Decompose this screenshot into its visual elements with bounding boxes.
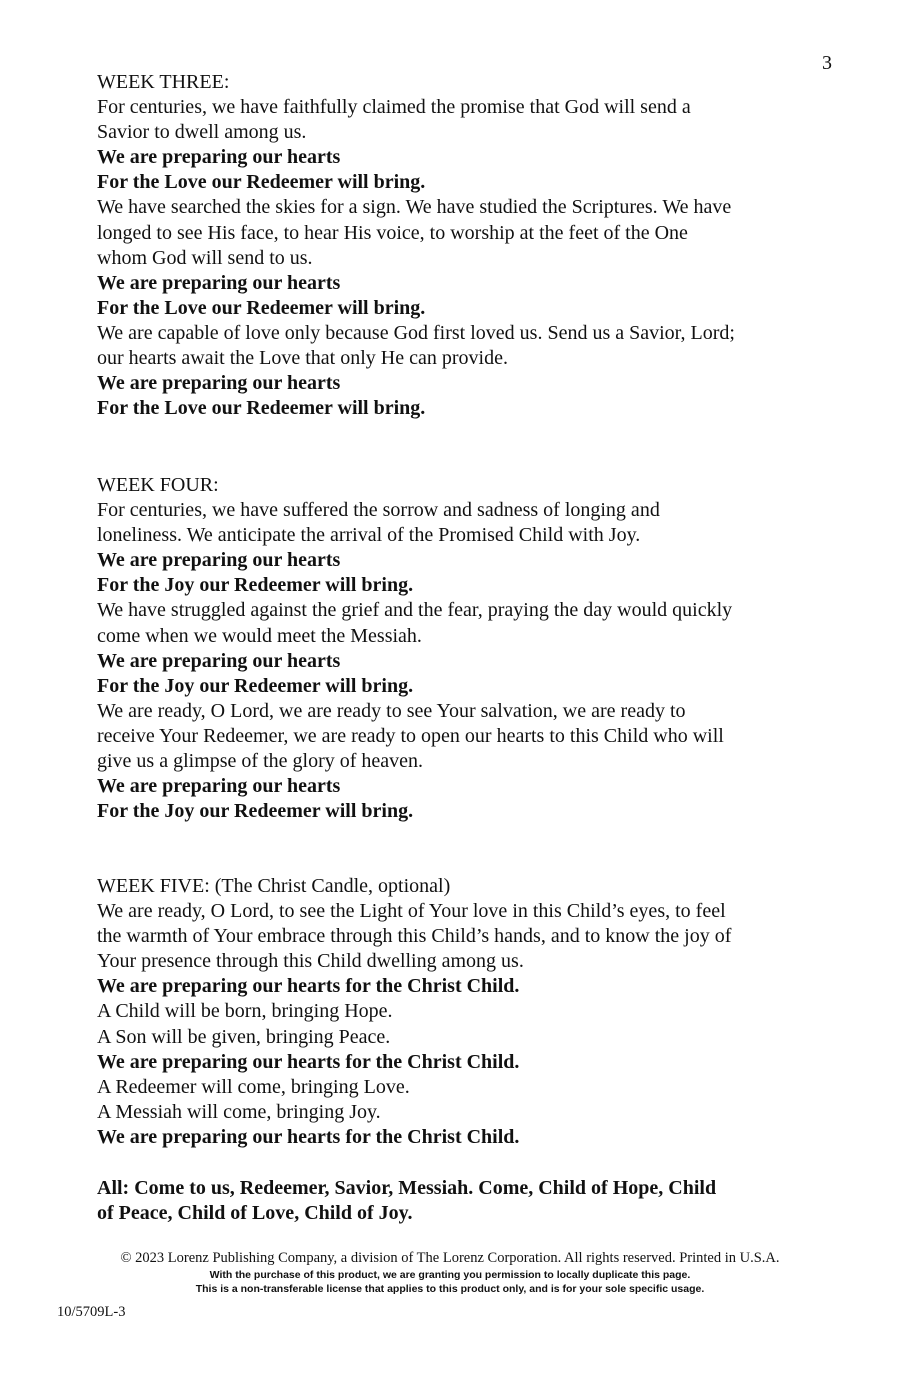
week-five-section bbox=[97, 874, 817, 1150]
response-line: We are preparing our hearts bbox=[97, 649, 341, 672]
product-code: 10/5709L-3 bbox=[57, 1304, 126, 1320]
response-line: We are preparing our hearts bbox=[97, 775, 341, 798]
section-heading: WEEK THREE: bbox=[97, 71, 230, 93]
reading-line: A Son will be given, bringing Peace. bbox=[97, 1025, 391, 1048]
week-three-section bbox=[97, 70, 817, 421]
reading-line: whom God will send to us. bbox=[97, 246, 313, 269]
reading-line: give us a glimpse of the glory of heaven. bbox=[97, 750, 424, 773]
reading-line: receive Your Redeemer, we are ready to open our hearts to this Child who will bbox=[97, 724, 724, 747]
response-line: We are preparing our hearts for the Christ Child. bbox=[97, 1125, 520, 1148]
reading-line: longed to see His face, to hear His voice, to worship at the feet of the One bbox=[97, 221, 688, 244]
reading-line: come when we would meet the Messiah. bbox=[97, 624, 422, 647]
reading-line: We are ready, O Lord, to see the Light of Your love in this Child’s eyes, to feel bbox=[97, 900, 726, 923]
response-line: For the Love our Redeemer will bring. bbox=[97, 171, 426, 194]
reading-line: A Redeemer will come, bringing Love. bbox=[97, 1075, 410, 1098]
reading-line: Savior to dwell among us. bbox=[97, 121, 307, 144]
response-line: For the Love our Redeemer will bring. bbox=[97, 397, 426, 420]
closing-line: of Peace, Child of Love, Child of Joy. bbox=[97, 1202, 413, 1224]
response-line: We are preparing our hearts bbox=[97, 146, 341, 169]
reading-line: For centuries, we have suffered the sorrow and sadness of longing and bbox=[97, 499, 660, 522]
reading-line: our hearts await the Love that only He can provide. bbox=[97, 347, 508, 370]
reading-line: We have struggled against the grief and the fear, praying the day would quickly bbox=[97, 599, 733, 622]
response-line: We are preparing our hearts for the Christ Child. bbox=[97, 1050, 520, 1073]
reading-line: A Child will be born, bringing Hope. bbox=[97, 1000, 393, 1023]
closing-prayer bbox=[97, 1176, 817, 1226]
reading-line: We are ready, O Lord, we are ready to see Your salvation, we are ready to bbox=[97, 699, 686, 722]
reading-line: We have searched the skies for a sign. We have studied the Scriptures. We have bbox=[97, 196, 732, 219]
page-number: 3 bbox=[822, 52, 832, 74]
reading-line: the warmth of Your embrace through this Child’s hands, and to know the joy of bbox=[97, 925, 732, 948]
reading-line: A Messiah will come, bringing Joy. bbox=[97, 1100, 381, 1123]
license-notice: With the purchase of this product, we are granting you permission to locally duplicate this page. bbox=[209, 1269, 691, 1281]
closing-line: All: Come to us, Redeemer, Savior, Messiah. Come, Child of Hope, Child bbox=[97, 1177, 717, 1199]
section-heading: WEEK FOUR: bbox=[97, 474, 219, 496]
reading-line: For centuries, we have faithfully claimed the promise that God will send a bbox=[97, 96, 691, 119]
response-line: For the Love our Redeemer will bring. bbox=[97, 296, 426, 319]
response-line: For the Joy our Redeemer will bring. bbox=[97, 574, 414, 597]
response-line: We are preparing our hearts for the Christ Child. bbox=[97, 975, 520, 998]
response-line: We are preparing our hearts bbox=[97, 271, 341, 294]
reading-line: Your presence through this Child dwelling among us. bbox=[97, 950, 524, 973]
reading-line: loneliness. We anticipate the arrival of the Promised Child with Joy. bbox=[97, 524, 641, 547]
response-line: For the Joy our Redeemer will bring. bbox=[97, 674, 414, 697]
license-notice: This is a non-transferable license that applies to this product only, and is for your sole specific usage. bbox=[195, 1283, 705, 1295]
section-heading: WEEK FIVE: (The Christ Candle, optional) bbox=[97, 875, 451, 897]
response-line: We are preparing our hearts bbox=[97, 549, 341, 572]
response-line: For the Joy our Redeemer will bring. bbox=[97, 800, 414, 823]
week-four-section bbox=[97, 473, 817, 824]
reading-line: We are capable of love only because God first loved us. Send us a Savior, Lord; bbox=[97, 321, 735, 344]
copyright-notice: © 2023 Lorenz Publishing Company, a division of The Lorenz Corporation. All rights reserved. Printed in U.S.A. bbox=[120, 1250, 780, 1266]
response-line: We are preparing our hearts bbox=[97, 372, 341, 395]
